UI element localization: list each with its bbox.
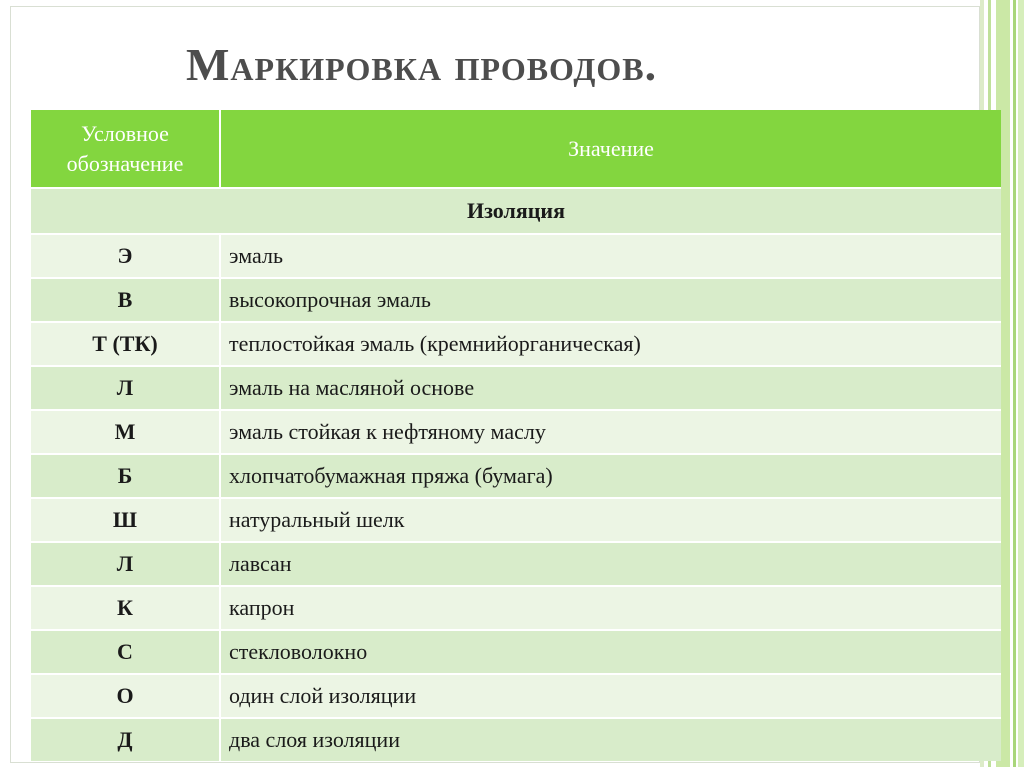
cell-code: Э	[31, 234, 220, 278]
cell-code: Б	[31, 454, 220, 498]
cell-code: О	[31, 674, 220, 718]
table-row	[31, 278, 1001, 322]
cell-code: Ш	[31, 498, 220, 542]
cell-meaning: эмаль	[220, 234, 1001, 278]
section-title: Изоляция	[31, 188, 1001, 234]
table-row	[31, 366, 1001, 410]
cell-meaning: натуральный шелк	[220, 498, 1001, 542]
cell-code: М	[31, 410, 220, 454]
table-row	[31, 718, 1001, 761]
table-row	[31, 630, 1001, 674]
cell-code: Л	[31, 542, 220, 586]
cell-meaning: эмаль стойкая к нефтяному маслу	[220, 410, 1001, 454]
cell-code: В	[31, 278, 220, 322]
stripe	[1018, 0, 1024, 767]
table-row	[31, 498, 1001, 542]
column-header-code: Условное обозначение	[31, 110, 220, 188]
table-row	[31, 586, 1001, 630]
section-row	[31, 188, 1001, 234]
table-row	[31, 674, 1001, 718]
cell-meaning: теплостойкая эмаль (кремнийорганическая)	[220, 322, 1001, 366]
cell-meaning: эмаль на масляной основе	[220, 366, 1001, 410]
cell-meaning: стекловолокно	[220, 630, 1001, 674]
table-header-row	[31, 110, 1001, 188]
cell-code: К	[31, 586, 220, 630]
cell-meaning: высокопрочная эмаль	[220, 278, 1001, 322]
cell-meaning: лавсан	[220, 542, 1001, 586]
page-title: Маркировка проводов.	[186, 39, 658, 90]
cell-meaning: один слой изоляции	[220, 674, 1001, 718]
cell-code: С	[31, 630, 220, 674]
stripe	[1013, 0, 1016, 767]
cell-code: Д	[31, 718, 220, 761]
cell-code: Т (ТК)	[31, 322, 220, 366]
table-row	[31, 322, 1001, 366]
table-row	[31, 410, 1001, 454]
cell-meaning: капрон	[220, 586, 1001, 630]
cell-meaning: хлопчатобумажная пряжа (бумага)	[220, 454, 1001, 498]
table-row	[31, 542, 1001, 586]
table-row	[31, 454, 1001, 498]
table-row	[31, 234, 1001, 278]
cell-code: Л	[31, 366, 220, 410]
column-header-meaning: Значение	[220, 110, 1001, 188]
wire-marking-table	[31, 110, 1001, 761]
cell-meaning: два слоя изоляции	[220, 718, 1001, 761]
